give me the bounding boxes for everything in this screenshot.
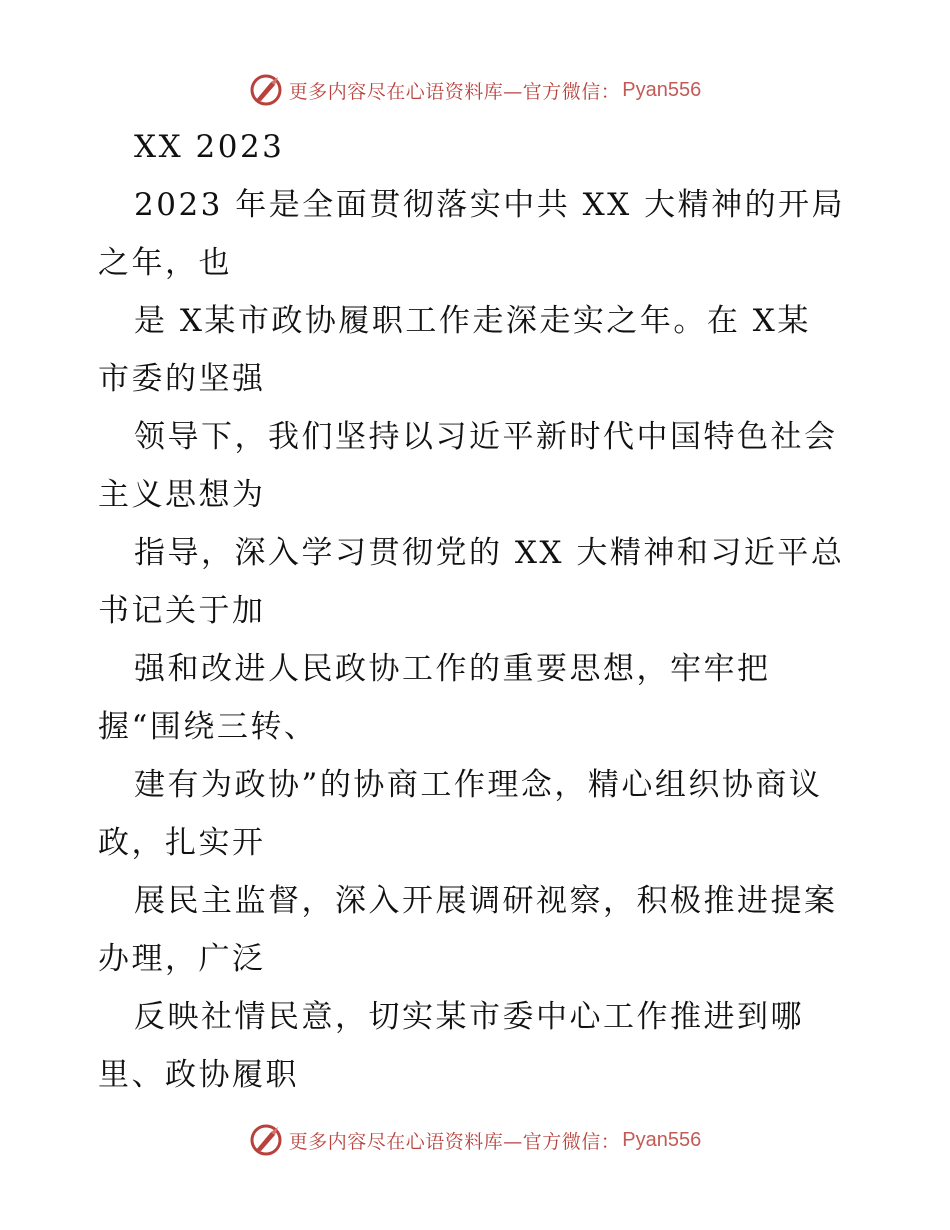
body-line: 里、政协履职 bbox=[98, 1057, 299, 1093]
body-line: 之年，也 bbox=[98, 245, 232, 281]
body-line: 书记关于加 bbox=[98, 593, 266, 629]
watermark-wechat-id: Pyan556 bbox=[622, 1128, 702, 1151]
body-line: XX 2023 bbox=[134, 129, 285, 165]
header-watermark bbox=[0, 70, 950, 110]
body-line: 领导下，我们坚持以习近平新时代中国特色社会 bbox=[134, 419, 838, 455]
watermark-text: 更多内容尽在心语资料库—官方微信： bbox=[288, 80, 621, 103]
body-line: 反映社情民意，切实某市委中心工作推进到哪 bbox=[134, 999, 804, 1035]
body-line: 2023 年是全面贯彻落实中共 XX 大精神的开局 bbox=[134, 187, 846, 223]
body-line: 强和改进人民政协工作的重要思想，牢牢把 bbox=[134, 651, 771, 687]
body-line: 是 X某市政协履职工作走深走实之年。在 X某 bbox=[134, 303, 811, 339]
quill-logo-icon bbox=[249, 73, 283, 107]
watermark-text: 更多内容尽在心语资料库—官方微信： bbox=[288, 1130, 621, 1153]
body-line: 办理，广泛 bbox=[98, 941, 266, 977]
body-line: 指导，深入学习贯彻党的 XX 大精神和习近平总 bbox=[134, 535, 845, 571]
body-line: 市委的坚强 bbox=[98, 361, 266, 397]
footer-watermark bbox=[0, 1120, 950, 1160]
body-line: 主义思想为 bbox=[98, 477, 266, 513]
quill-logo-icon bbox=[249, 1123, 283, 1157]
body-line: 展民主监督，深入开展调研视察，积极推进提案 bbox=[134, 883, 838, 919]
body-line: 握“围绕三转、 bbox=[98, 709, 318, 745]
body-line: 建有为政协”的协商工作理念，精心组织协商议 bbox=[134, 767, 823, 803]
watermark-wechat-id: Pyan556 bbox=[622, 78, 702, 101]
body-line: 政，扎实开 bbox=[98, 825, 266, 861]
